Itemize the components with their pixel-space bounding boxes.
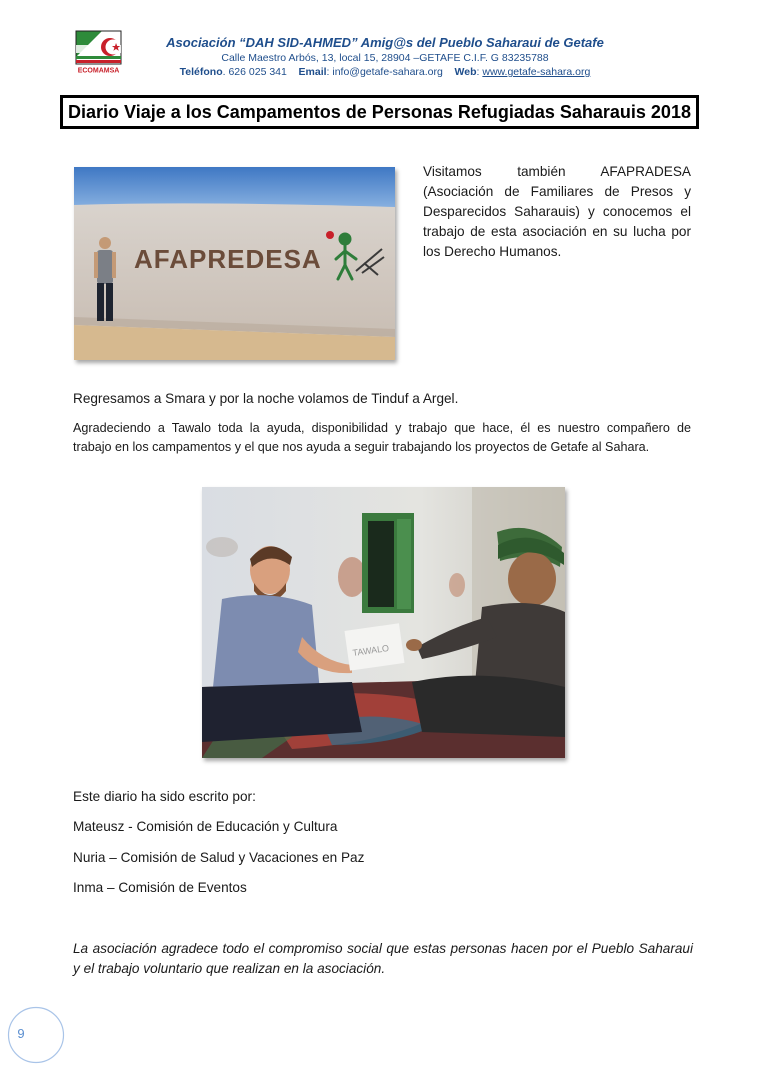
afapredesa-wall-photo [74,167,395,360]
paragraph-regreso: Regresamos a Smara y por la noche volamos de Tinduf a Argel. [73,391,459,406]
card-text: TAWALO [351,642,390,658]
header-title: Asociación “DAH SID-AHMED” Amig@s del Pueblo Saharaui de Getafe [166,35,604,50]
header-contact [150,66,620,78]
document-title: Diario Viaje a los Campamentos de Personas Refugiadas Saharauis 2018 [68,102,691,122]
phone-value: . 626 025 341 [222,66,287,78]
header-address: Calle Maestro Arbós, 13, local 15, 28904 –GETAFE C.I.F. G 83235788 [221,52,549,64]
web-label: Web [454,66,477,78]
email-value: : info@getafe-sahara.org [326,66,443,78]
tawalo-photo [202,487,565,758]
agradecimiento-line-1: Agradeciendo a Tawalo toda la ayuda, disponibilidad y trabajo que hace, él es nuestro compañero de [73,421,691,435]
page-number: 9 [17,1026,25,1041]
web-separator: : [476,66,483,78]
association-logo [72,27,125,78]
window [362,513,414,613]
author-nuria: Nuria – Comisión de Salud y Vacaciones en Paz [73,850,365,865]
wall-text: AFAPREDESA [134,244,322,274]
email-label: Email [298,66,327,78]
agradecimiento-line-2: trabajo en los campamentos y el que nos ayuda a seguir trabajando los proyectos de Getafe al Sahara. [73,440,650,454]
web-link[interactable]: www.getafe-sahara.org [482,66,591,78]
author-mateusz: Mateusz - Comisión de Educación y Cultura [73,819,338,834]
paragraph-autores-intro: Este diario ha sido escrito por: [73,789,256,804]
phone-label: Teléfono [179,66,223,78]
paragraph-cierre: La asociación agradece todo el compromiso social que estas personas hacen por el Pueblo Saharaui y el trabajo voluntario que realizan en la asociación. [73,941,693,976]
paragraph-afapradesa: Visitamos también AFAPRADESA (Asociación de Familiares de Presos y Desparecidos Saharauis) y conocemos el trabajo de esta asociación en su lucha por los Derecho Humanos. [423,164,691,259]
logo-text: ECOMAMSA [77,67,120,75]
paragraph-agradecimiento [73,419,691,457]
author-inma: Inma – Comisión de Eventos [73,880,247,895]
